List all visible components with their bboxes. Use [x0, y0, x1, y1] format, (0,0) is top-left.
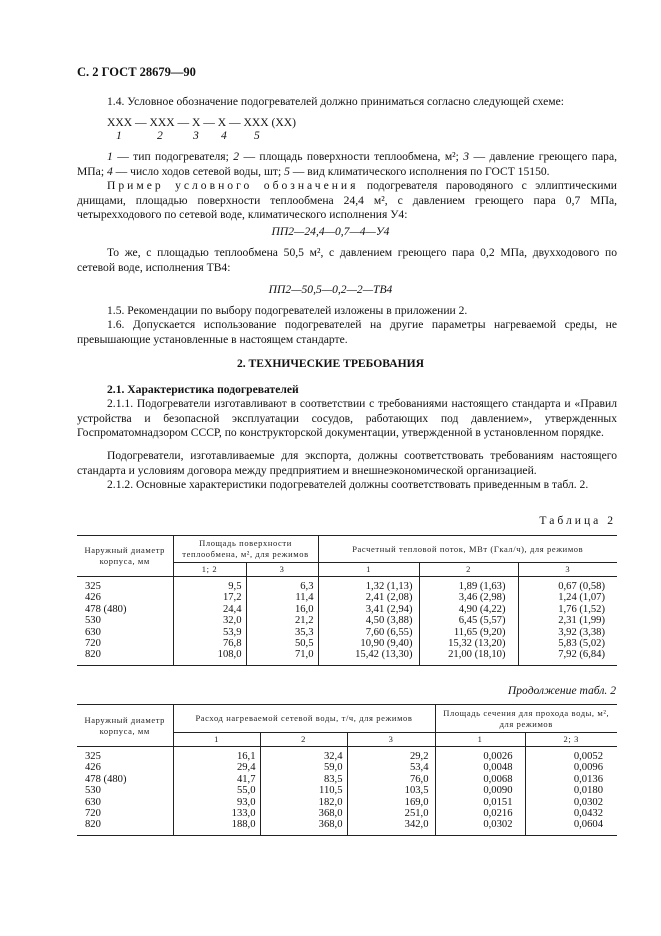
- table-label: Таблица 2: [539, 514, 616, 527]
- table-row: [77, 774, 617, 785]
- table-cell: 83,5: [260, 774, 347, 785]
- table-cell: 3,46 (2,98): [419, 592, 518, 603]
- scheme-num: 5: [254, 129, 260, 142]
- subsection-2-1-heading: 2.1. Характеристика подогревателей: [107, 383, 299, 396]
- subheader: 1: [435, 733, 525, 747]
- cell-diameter: 720: [85, 808, 101, 820]
- legend-num: 3: [463, 150, 470, 163]
- cell-diameter: 325: [85, 751, 101, 762]
- scheme-num: 3: [193, 129, 199, 142]
- example-label: Пример условного обозначения: [107, 179, 359, 192]
- table-cell: 342,0: [347, 819, 435, 835]
- cell-diameter: 478 (480): [85, 773, 127, 785]
- table-cell: 5,83 (5,02): [518, 638, 617, 649]
- table-cell: 7,60 (6,55): [318, 627, 419, 638]
- table-cell: 1,76 (1,52): [518, 604, 617, 615]
- table-cell: 29,2: [347, 747, 435, 763]
- table-cell: 188,0: [173, 819, 260, 835]
- table-cell: 32,0: [173, 615, 246, 626]
- paragraph-1-6: 1.6. Допускается использование подогревателей на другие параметры нагреваемой среды, не превышающие установленные в настоящем стандарте.: [77, 318, 617, 346]
- table-cell: 3,41 (2,94): [318, 604, 419, 615]
- table-row: [77, 649, 617, 665]
- table-row: [77, 604, 617, 615]
- table-cell: 0,0604: [525, 819, 617, 835]
- cell-diameter: 426: [85, 762, 101, 774]
- table-cell: 0,0026: [435, 747, 525, 763]
- legend-text: — вид климатического исполнения по ГОСТ 15150.: [289, 164, 550, 178]
- legend-num: 4: [106, 164, 113, 178]
- table-cell: 76,8: [173, 638, 246, 649]
- table-cell: 1,24 (1,07): [518, 592, 617, 603]
- subheader: 2: [419, 563, 518, 577]
- cell-diameter: 478 (480): [85, 603, 127, 615]
- cell-diameter: 530: [85, 785, 101, 797]
- table-cell: 0,0302: [525, 797, 617, 808]
- cell-diameter: 630: [85, 796, 101, 808]
- scheme-num: 2: [157, 129, 163, 142]
- table-cell: 59,0: [260, 762, 347, 773]
- table-2: [77, 535, 617, 666]
- example-text: подогревателя пароводяного с эллиптическими днищами, площадью поверхности теплообмена 24,4 м², с давлением греющего пара 0,7 МПа, четырехходового по сетевой воде, климатического исполнения У4:: [77, 179, 617, 221]
- table-cell: 4,50 (3,88): [318, 615, 419, 626]
- subheader: 3: [246, 563, 318, 577]
- col-header-diameter: Наружный диаметр корпуса, мм: [77, 536, 173, 577]
- scheme-legend: [77, 150, 617, 179]
- table-cell: 71,0: [246, 649, 318, 665]
- table-cell: 0,0432: [525, 808, 617, 819]
- table-cell: 0,0302: [435, 819, 525, 835]
- col-header-area: Площадь поверхности теплообмена, м², для режимов: [173, 536, 318, 563]
- table-cell: 1,89 (1,63): [419, 577, 518, 593]
- col-header-heat-flow: Расчетный тепловой поток, МВт (Гкал/ч), для режимов: [318, 536, 617, 563]
- table-cell: 2,31 (1,99): [518, 615, 617, 626]
- section-2-heading: 2. ТЕХНИЧЕСКИЕ ТРЕБОВАНИЯ: [236, 357, 425, 370]
- table-cell: 50,5: [246, 638, 318, 649]
- paragraph-1-4: 1.4. Условное обозначение подогревателей должно приниматься согласно следующей схеме:: [107, 95, 564, 108]
- scheme-num: 4: [221, 129, 227, 142]
- table-row: [77, 819, 617, 835]
- table-cell: 0,67 (0,58): [518, 577, 617, 593]
- table-row: [77, 762, 617, 773]
- table-cell: 368,0: [260, 819, 347, 835]
- table-row: [77, 785, 617, 796]
- subheader: 3: [347, 733, 435, 747]
- legend-text: — давление греющего пара, МПа;: [77, 150, 618, 178]
- table-2-continued-body: [77, 747, 617, 836]
- cell-diameter: 820: [85, 649, 101, 661]
- subheader: 3: [518, 563, 617, 577]
- cell-diameter: 720: [85, 638, 101, 650]
- table-cell: 53,9: [173, 627, 246, 638]
- table-cell: 133,0: [173, 808, 260, 819]
- table-cell: 0,0151: [435, 797, 525, 808]
- table-cell: 110,5: [260, 785, 347, 796]
- table-cell: 93,0: [173, 797, 260, 808]
- table-cell: 21,2: [246, 615, 318, 626]
- legend-text: — число ходов сетевой воды, шт;: [112, 164, 285, 178]
- table-cell: 0,0090: [435, 785, 525, 796]
- legend-text: — тип подогревателя;: [112, 150, 234, 163]
- table-row: [77, 747, 617, 763]
- table-row: [77, 577, 617, 593]
- col-header-section-area: Площадь сечения для прохода воды, м², для режимов: [435, 705, 617, 733]
- table-cell: 16,1: [173, 747, 260, 763]
- table-cell: 2,41 (2,08): [318, 592, 419, 603]
- table-cell: 368,0: [260, 808, 347, 819]
- legend-num: 1: [107, 150, 113, 163]
- table-cell: 15,42 (13,30): [318, 649, 419, 665]
- table-cell: 108,0: [173, 649, 246, 665]
- table-cell: 41,7: [173, 774, 260, 785]
- table-cell: 0,0052: [525, 747, 617, 763]
- cell-diameter: 530: [85, 615, 101, 627]
- subheader: 1: [173, 733, 260, 747]
- table-row: [77, 592, 617, 603]
- table-cell: 32,4: [260, 747, 347, 763]
- table-cell: 35,3: [246, 627, 318, 638]
- table-cell: 7,92 (6,84): [518, 649, 617, 665]
- table-row: [77, 797, 617, 808]
- paragraph-export: Подогреватели, изготавливаемые для экспорта, должны соответствовать требованиям настоящего стандарта и условиям договора между предприятием и внешнеэкономической организацией.: [77, 449, 617, 477]
- legend-text: — площадь поверхности теплообмена, м²;: [239, 150, 464, 163]
- table-cell: 11,65 (9,20): [419, 627, 518, 638]
- table-cell: 1,32 (1,13): [318, 577, 419, 593]
- subheader: 2; 3: [525, 733, 617, 747]
- table-cell: 10,90 (9,40): [318, 638, 419, 649]
- table-cell: 16,0: [246, 604, 318, 615]
- same-paragraph: То же, с площадью теплообмена 50,5 м², с давлением греющего пара 0,2 МПа, двухходового по сетевой воде, исполнения ТВ4:: [77, 246, 617, 274]
- formula-example-1: ПП2—24,4—0,7—4—У4: [271, 225, 390, 238]
- legend-num: 5: [284, 164, 290, 178]
- table-cell: 4,90 (4,22): [419, 604, 518, 615]
- table-cell: 53,4: [347, 762, 435, 773]
- paragraph-2-1-1: 2.1.1. Подогреватели изготавливают в соответствии с требованиями настоящего стандарта и «Правил устройства и безопасной эксплуатации сосудов, работающих под давлением», утвержденных Госпроматомнадзором СССР, по конструкторской документации, утвержденной в установленном порядке.: [77, 397, 617, 439]
- subheader: 1: [318, 563, 419, 577]
- table-cell: 0,0068: [435, 774, 525, 785]
- page-header: С. 2 ГОСТ 28679—90: [77, 65, 196, 79]
- col-header-diameter: Наружный диаметр корпуса, мм: [77, 705, 173, 747]
- table-cell: 24,4: [173, 604, 246, 615]
- paragraph-1-5: 1.5. Рекомендации по выбору подогревателей изложены в приложении 2.: [107, 304, 468, 317]
- formula-example-2: ПП2—50,5—0,2—2—ТВ4: [268, 283, 393, 296]
- subheader: 2: [260, 733, 347, 747]
- col-header-water-flow: Расход нагреваемой сетевой воды, т/ч, для режимов: [173, 705, 435, 733]
- table-cell: 0,0136: [525, 774, 617, 785]
- table-cell: 6,45 (5,57): [419, 615, 518, 626]
- table-continuation-label: Продолжение табл. 2: [507, 684, 616, 697]
- table-row: [77, 808, 617, 819]
- table-2-continued: [77, 704, 617, 836]
- table-cell: 76,0: [347, 774, 435, 785]
- table-cell: 103,5: [347, 785, 435, 796]
- example-paragraph: [77, 179, 617, 223]
- table-cell: 0,0048: [435, 762, 525, 773]
- cell-diameter: 820: [85, 819, 101, 831]
- table-cell: 0,0216: [435, 808, 525, 819]
- table-cell: 9,5: [173, 577, 246, 593]
- table-cell: 3,92 (3,38): [518, 627, 617, 638]
- table-cell: 251,0: [347, 808, 435, 819]
- table-cell: 169,0: [347, 797, 435, 808]
- table-cell: 55,0: [173, 785, 260, 796]
- legend-num: 2: [233, 150, 240, 163]
- table-cell: 0,0180: [525, 785, 617, 796]
- table-cell: 21,00 (18,10): [419, 649, 518, 665]
- table-cell: 6,3: [246, 577, 318, 593]
- table-2-body: [77, 577, 617, 666]
- table-cell: 0,0096: [525, 762, 617, 773]
- cell-diameter: 630: [85, 626, 101, 638]
- cell-diameter: 325: [85, 581, 101, 592]
- subheader: 1; 2: [173, 563, 246, 577]
- designation-scheme: XXX — XXX — X — X — XXX (XX): [107, 116, 297, 129]
- table-cell: 29,4: [173, 762, 260, 773]
- scheme-num: 1: [116, 129, 122, 142]
- table-cell: 17,2: [173, 592, 246, 603]
- table-cell: 15,32 (13,20): [419, 638, 518, 649]
- cell-diameter: 426: [85, 592, 101, 604]
- table-row: [77, 627, 617, 638]
- table-row: [77, 615, 617, 626]
- table-cell: 182,0: [260, 797, 347, 808]
- table-cell: 11,4: [246, 592, 318, 603]
- table-row: [77, 638, 617, 649]
- paragraph-2-1-2: 2.1.2. Основные характеристики подогревателей должны соответствовать приведенным в табл. 2.: [107, 478, 589, 491]
